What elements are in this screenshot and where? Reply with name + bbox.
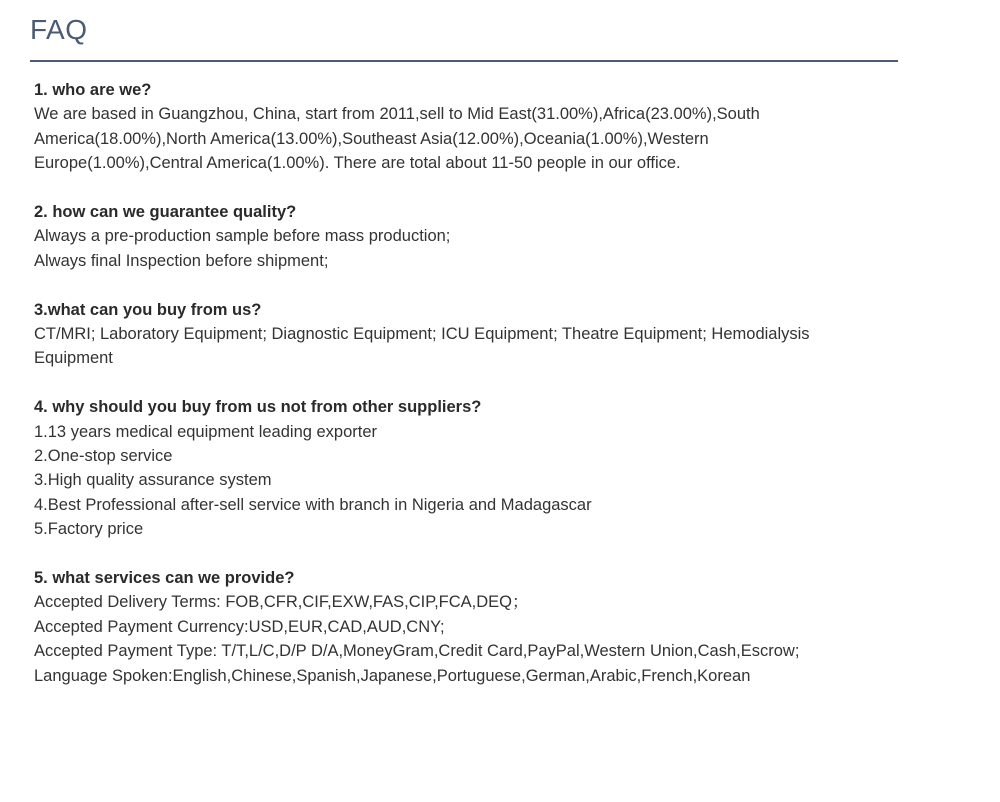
title-divider bbox=[30, 60, 898, 62]
faq-answer-line: Always final Inspection before shipment; bbox=[34, 251, 329, 270]
faq-item bbox=[34, 78, 864, 176]
faq-item bbox=[34, 566, 864, 688]
faq-answer-line: Accepted Delivery Terms: FOB,CFR,CIF,EXW,FAS,CIP,FCA,DEQ； bbox=[34, 593, 529, 612]
faq-question: 1. who are we? bbox=[34, 81, 152, 99]
faq-answer-line: We are based in Guangzhou, China, start from 2011,sell to Mid East(31.00%),Africa(23.00%),South America(18.00%),North America(13.00%),Southeast Asia(12.00%),Oceania(1.00%),Western Europe(1.00%),Central America(1.00%). There are total about 11-50 people in our office. bbox=[34, 105, 760, 173]
faq-question: 5. what services can we provide? bbox=[34, 569, 295, 588]
faq-list bbox=[34, 78, 864, 712]
faq-answer-line: CT/MRI; Laboratory Equipment; Diagnostic Equipment; ICU Equipment; Theatre Equipment; Hemodialysis Equipment bbox=[34, 325, 810, 368]
faq-answer-line: Accepted Payment Type: T/T,L/C,D/P D/A,MoneyGram,Credit Card,PayPal,Western Union,Cash,Escrow; bbox=[34, 642, 800, 661]
faq-answer-line: 5.Factory price bbox=[34, 520, 144, 539]
faq-item bbox=[34, 395, 864, 541]
faq-question: 2. how can we guarantee quality? bbox=[34, 203, 297, 222]
faq-question: 4. why should you buy from us not from other suppliers? bbox=[34, 398, 482, 417]
page-title: FAQ bbox=[30, 14, 88, 45]
faq-answer-line: Always a pre-production sample before mass production; bbox=[34, 227, 451, 246]
faq-question: 3.what can you buy from us? bbox=[34, 300, 262, 319]
faq-item bbox=[34, 298, 864, 371]
faq-answer-line: 1.13 years medical equipment leading exporter bbox=[34, 422, 378, 441]
faq-answer-line: 4.Best Professional after-sell service with branch in Nigeria and Madagascar bbox=[34, 495, 592, 514]
faq-answer-line: 2.One-stop service bbox=[34, 447, 173, 466]
faq-answer-line: 3.High quality assurance system bbox=[34, 471, 272, 490]
faq-item bbox=[34, 200, 864, 273]
faq-answer-line: Accepted Payment Currency:USD,EUR,CAD,AUD,CNY; bbox=[34, 617, 445, 636]
faq-answer-line: Language Spoken:English,Chinese,Spanish,Japanese,Portuguese,German,Arabic,French,Korean bbox=[34, 666, 751, 685]
